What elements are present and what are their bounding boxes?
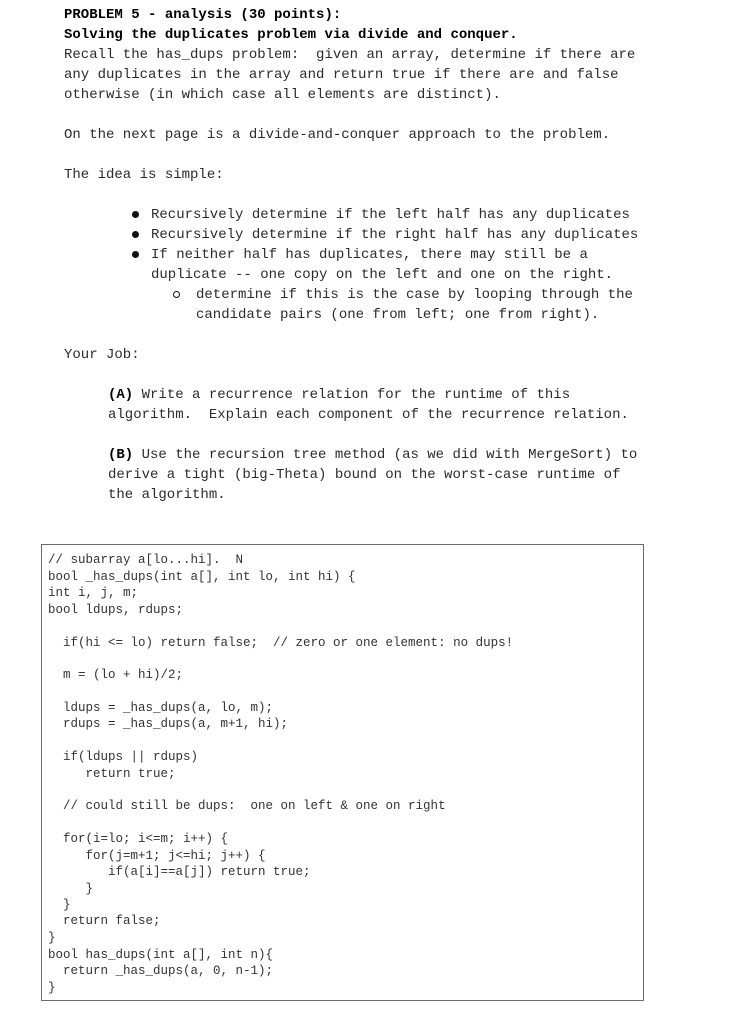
code-line: if(ldups || rdups) xyxy=(48,750,199,764)
code-line: } xyxy=(48,882,94,896)
intro-line-2: any duplicates in the array and return true if there are and false xyxy=(64,67,619,83)
code-line: // subarray a[lo...hi]. N xyxy=(48,553,244,567)
part-b xyxy=(108,445,637,465)
bullet-dot-icon xyxy=(132,231,139,238)
part-a-line-2: algorithm. Explain each component of the recurrence relation. xyxy=(108,407,629,423)
code-line: } xyxy=(48,898,71,912)
code-line: if(a[i]==a[j]) return true; xyxy=(48,865,311,879)
code-line: ldups = _has_dups(a, lo, m); xyxy=(48,701,274,715)
bullet-item: Recursively determine if the left half has any duplicates xyxy=(151,207,630,223)
code-line: return false; xyxy=(48,914,161,928)
code-line: bool has_dups(int a[], int n){ xyxy=(48,948,274,962)
code-line: } xyxy=(48,981,56,995)
bullet-circle-icon xyxy=(173,291,180,298)
part-b-line-2: derive a tight (big-Theta) bound on the worst-case runtime of xyxy=(108,467,621,483)
part-a-line-1: Write a recurrence relation for the runtime of this xyxy=(141,387,571,403)
problem-subtitle: Solving the duplicates problem via divide and conquer. xyxy=(64,27,518,43)
code-listing xyxy=(41,544,644,1001)
bullet-item-continued: duplicate -- one copy on the left and one on the right. xyxy=(151,267,614,283)
next-page-note: On the next page is a divide-and-conquer approach to the problem. xyxy=(64,127,611,143)
code-line: for(j=m+1; j<=hi; j++) { xyxy=(48,849,266,863)
part-b-line-1: Use the recursion tree method (as we did with MergeSort) to xyxy=(141,447,638,463)
intro-line-1: Recall the has_dups problem: given an array, determine if there are xyxy=(64,47,636,63)
code-line: int i, j, m; xyxy=(48,586,139,600)
bullet-item: If neither half has duplicates, there may still be a xyxy=(151,247,588,263)
code-line: m = (lo + hi)/2; xyxy=(48,668,184,682)
bullet-item: Recursively determine if the right half has any duplicates xyxy=(151,227,639,243)
intro-line-3: otherwise (in which case all elements are distinct). xyxy=(64,87,501,103)
code-line: bool _has_dups(int a[], int lo, int hi) { xyxy=(48,570,356,584)
sub-bullet-item: determine if this is the case by looping through the xyxy=(196,287,633,303)
code-line: if(hi <= lo) return false; // zero or one element: no dups! xyxy=(48,636,514,650)
code-line: for(i=lo; i<=m; i++) { xyxy=(48,832,229,846)
code-line: } xyxy=(48,931,56,945)
bullet-dot-icon xyxy=(132,251,139,258)
your-job-heading: Your Job: xyxy=(64,347,140,363)
part-a xyxy=(108,385,570,405)
bullet-dot-icon xyxy=(132,211,139,218)
idea-heading: The idea is simple: xyxy=(64,167,224,183)
code-line: rdups = _has_dups(a, m+1, hi); xyxy=(48,717,289,731)
part-b-line-3: the algorithm. xyxy=(108,487,226,503)
code-line: return true; xyxy=(48,767,176,781)
code-line: // could still be dups: one on left & one on right xyxy=(48,799,446,813)
code-line: return _has_dups(a, 0, n-1); xyxy=(48,964,274,978)
part-b-label: (B) xyxy=(108,447,134,463)
part-a-label: (A) xyxy=(108,387,134,403)
code-line: bool ldups, rdups; xyxy=(48,603,184,617)
problem-title: PROBLEM 5 - analysis (30 points): xyxy=(64,7,342,23)
sub-bullet-item-continued: candidate pairs (one from left; one from right). xyxy=(196,307,600,323)
